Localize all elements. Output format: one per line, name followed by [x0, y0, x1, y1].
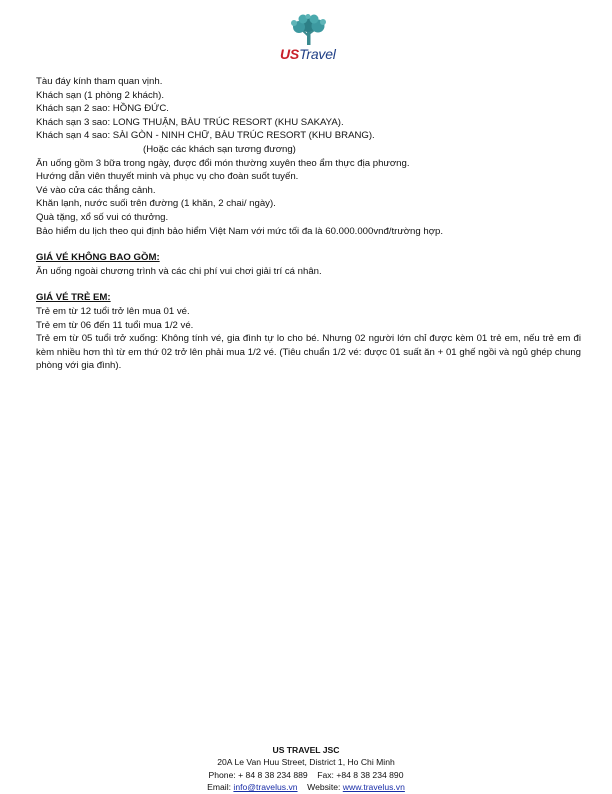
included-item: Ăn uống gồm 3 bữa trong ngày, được đổi món thường xuyên theo ẩm thực địa phương.	[36, 157, 410, 169]
footer-contact-line	[0, 769, 612, 781]
included-item: Khách sạn (1 phòng 2 khách).	[36, 89, 165, 101]
website-label: Website:	[307, 782, 341, 793]
tree-icon	[288, 14, 330, 46]
tour-details	[36, 75, 581, 373]
included-item: Hướng dẫn viên thuyết minh và phục vụ cho đoàn suốt tuyến.	[36, 171, 299, 183]
included-item: Khách sạn 4 sao: SÀI GÒN - NINH CHỮ, BÀU TRÚC RESORT (KHU BRANG).	[36, 130, 375, 142]
not-included-heading: GIÁ VÉ KHÔNG BAO GỒM:	[36, 252, 160, 264]
included-item: Khách sạn 2 sao: HỒNG ĐỨC.	[36, 103, 169, 115]
phone-label: Phone:	[208, 769, 236, 780]
email-label: Email:	[207, 782, 232, 793]
included-item: Khách sạn 3 sao: LONG THUẬN, BÀU TRÚC RESORT (KHU SAKAYA).	[36, 116, 344, 128]
footer-address: 20A Le Van Huu Street, District 1, Ho Chi Minh	[217, 757, 395, 768]
footer-company: US TRAVEL JSC	[272, 745, 340, 755]
included-item: Vé vào cửa các thắng cảnh.	[36, 184, 156, 196]
included-item-note: (Hoặc các khách sạn tương đương)	[143, 143, 296, 155]
logo-travel: Travel	[299, 46, 336, 62]
included-item: Khăn lạnh, nước suối trên đường (1 khăn, 2 chai/ ngày).	[36, 198, 276, 210]
children-rule: Trẻ em từ 12 tuổi trở lên mua 01 vé.	[36, 305, 190, 317]
email-link[interactable]: info@travelus.vn	[233, 782, 298, 793]
fax-label: Fax:	[317, 769, 334, 780]
not-included-text: Ăn uống ngoài chương trình và các chi phí vui chơi giải trí cá nhân.	[36, 265, 322, 277]
children-price-heading: GIÁ VÉ TRẺ EM:	[36, 292, 111, 304]
fax-number: +84 8 38 234 890	[336, 769, 404, 780]
footer	[0, 744, 612, 794]
website-link[interactable]: www.travelus.vn	[342, 782, 405, 793]
children-rule: Trẻ em từ 06 đến 11 tuổi mua 1/2 vé.	[36, 319, 194, 331]
included-item: Tàu đáy kính tham quan vịnh.	[36, 76, 163, 87]
children-rule: Trẻ em từ 05 tuổi trở xuống: Không tính vé, gia đình tự lo cho bé. Nhưng 02 người lớn chỉ được kèm 01 trẻ em, nếu trẻ em đi kèm nhiều hơn thì từ em thứ 02 trở lên phải mua 1/2 vé. (Tiêu chuẩn 1/2 vé: được 01 suất ăn + 01 ghế ngồi và ngủ ghép chung phòng với gia đình).	[36, 333, 581, 372]
included-item: Quà tặng, xổ số vui có thưởng.	[36, 211, 169, 223]
logo-wordmark	[280, 46, 336, 62]
included-item: Bảo hiểm du lịch theo qui định bảo hiểm Việt Nam với mức tối đa là 60.000.000vnđ/trường hợp.	[36, 225, 443, 237]
phone-number: + 84 8 38 234 889	[238, 769, 308, 780]
us-travel-logo	[274, 14, 344, 64]
logo-us: US	[280, 46, 300, 62]
